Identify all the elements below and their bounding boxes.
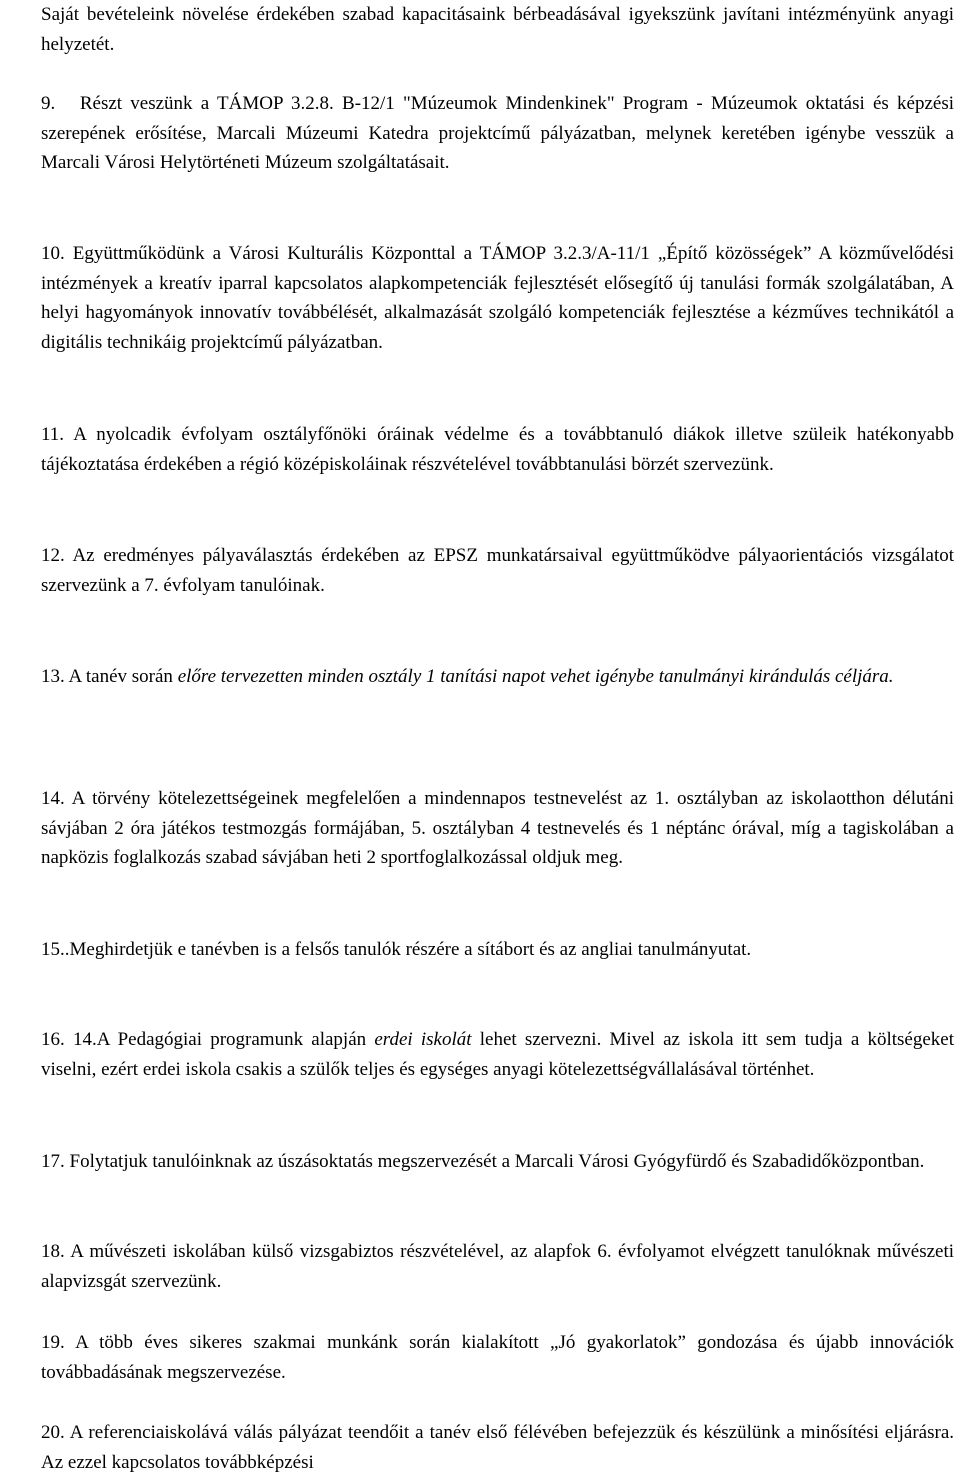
item-number: 17. bbox=[41, 1151, 65, 1172]
list-item bbox=[41, 1025, 954, 1084]
list-item bbox=[41, 1237, 954, 1296]
item-number: 12. bbox=[41, 545, 65, 566]
item-number: 16. bbox=[41, 1029, 65, 1050]
item-number: 13. bbox=[41, 666, 65, 687]
list-item bbox=[41, 935, 954, 965]
list-item bbox=[41, 541, 954, 600]
intro-text: Saját bevételeink növelése érdekében szabad kapacitásaink bérbeadásával igyekszünk javítani intézményünk anyagi helyzetét. bbox=[41, 4, 954, 55]
item-number: 19. bbox=[41, 1332, 65, 1353]
item-text-lead: 14.A Pedagógiai programunk alapján bbox=[72, 1029, 375, 1050]
item-text: A törvény kötelezettségeinek megfelelően a mindennapos testnevelést az 1. osztályban az iskolaotthon délutáni sávjában 2 óra játékos testmozgás formájában, 5. osztályban 4 testnevelés és 1 néptánc órával, míg a tagiskolában a napközis foglalkozás szabad sávjában heti 2 sportfoglalkozással oldjuk meg. bbox=[41, 788, 954, 869]
item-text: Folytatjuk tanulóinknak az úszásoktatás megszervezését a Marcali Városi Gyógyfürdő és Szabadidőközpontban. bbox=[69, 1151, 925, 1172]
item-text: A több éves sikeres szakmai munkánk során kialakított „Jó gyakorlatok” gondozása és újabb innovációk továbbadásának megszervezése. bbox=[41, 1332, 955, 1383]
item-number: 18. bbox=[41, 1241, 65, 1262]
list-item bbox=[41, 420, 954, 479]
item-text-tail: lehet szervezni. Mivel az iskola itt sem tudja a költségeket viselni, ezért erdei iskola csakis a szülők teljes és egységes anyagi kötelezettségvállalásával történhet. bbox=[41, 1029, 954, 1080]
item-number: 11. bbox=[41, 424, 65, 445]
item-text-italic: előre tervezetten minden osztály 1 tanítási napot vehet igénybe tanulmányi kirándulás céljára. bbox=[177, 666, 894, 687]
list-item bbox=[41, 1328, 954, 1387]
item-text: Az eredményes pályaválasztás érdekében az EPSZ munkatársaival együttműködve pályaorientációs vizsgálatot szervezünk a 7. évfolyam tanulóinak. bbox=[41, 545, 954, 596]
item-text: Részt veszünk a TÁMOP 3.2.8. B-12/1 "Múzeumok Mindenkinek" Program - Múzeumok oktatási és képzési szerepének erősítése, Marcali Múzeumi Katedra projektcímű pályázatban, melynek keretében igénybe vesszük a Marcali Városi Helytörténeti Múzeum szolgáltatásait. bbox=[41, 93, 954, 174]
intro-paragraph bbox=[41, 0, 954, 59]
item-number: 14. bbox=[41, 788, 65, 809]
list-item bbox=[41, 1418, 954, 1477]
list-item bbox=[41, 239, 954, 357]
item-text-lead: A tanév során bbox=[68, 666, 178, 687]
item-text: A nyolcadik évfolyam osztályfőnöki óráinak védelme és a továbbtanuló diákok illetve szüleik hatékonyabb tájékoztatása érdekében a régió középiskoláinak részvételével továbbtanulási börzét szervezünk. bbox=[41, 424, 955, 475]
list-item bbox=[41, 784, 954, 873]
item-text: A referenciaiskolává válás pályázat teendőit a tanév első félévében befejezzük és készülünk a minősítési eljárásra. Az ezzel kapcsolatos továbbképzési bbox=[41, 1422, 955, 1473]
list-item bbox=[41, 662, 954, 692]
item-text: A művészeti iskolában külső vizsgabiztos részvételével, az alapfok 6. évfolyamot elvégzett tanulóknak művészeti alapvizsgát szervezünk. bbox=[41, 1241, 955, 1292]
item-text: Együttműködünk a Városi Kulturális Központtal a TÁMOP 3.2.3/A-11/1 „Építő közösségek” A közművelődési intézmények a kreatív iparral kapcsolatos alapkompetenciák fejlesztését elősegítő új tanulási formák szolgálatában, A helyi hagyományok innovatív továbbélését, alkalmazását szolgáló kompetenciák fejlesztése a kézműves technikától a digitális technikáig projektcímű pályázatban. bbox=[41, 243, 954, 353]
item-number: 15. bbox=[41, 939, 65, 960]
list-item bbox=[41, 1147, 954, 1177]
list-item bbox=[41, 89, 954, 178]
item-text: .Meghirdetjük e tanévben is a felsős tanulók részére a sítábort és az angliai tanulmányutat. bbox=[64, 939, 752, 960]
item-number: 20. bbox=[41, 1422, 65, 1443]
item-number: 9. bbox=[41, 93, 56, 114]
item-number: 10. bbox=[41, 243, 65, 264]
item-text-italic: erdei iskolát bbox=[374, 1029, 472, 1050]
